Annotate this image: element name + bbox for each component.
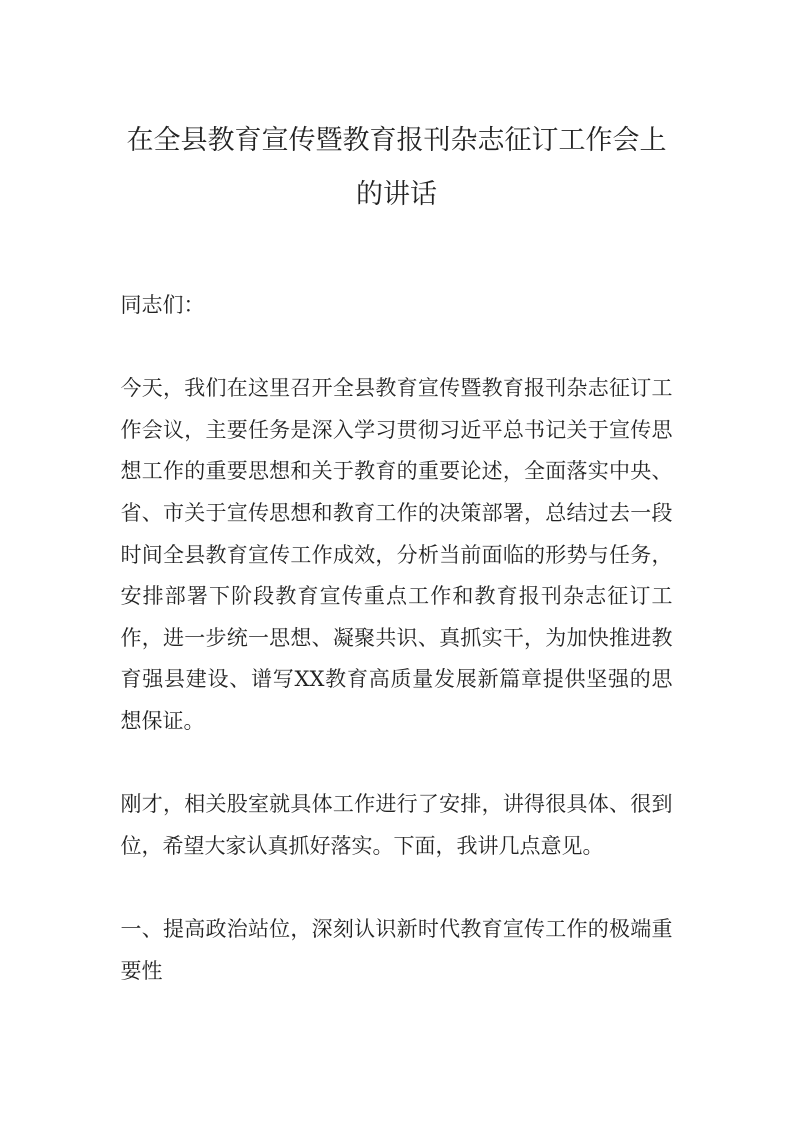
section-heading-1: 一、提高政治站位，深刻认识新时代教育宣传工作的极端重要性 xyxy=(120,916,673,983)
document-body xyxy=(121,222,673,992)
opening-paragraph: 今天，我们在这里召开全县教育宣传暨教育报刊杂志征订工作会议，主要任务是深入学习贯彻习近平总书记关于宣传思想工作的重要思想和关于教育的重要论述，全面落实中央、省、市关于宣传思想和教育工作的决策部署，总结过去一段时间全县教育宣传工作成效，分析当前面临的形势与任务，安排部署下阶段教育宣传重点工作和教育报刊杂志征订工作，进一步统一思想、凝聚共识、真抓实干，为加快推进教育强县建设、谱写XX教育高质量发展新篇章提供坚强的思想保证。 xyxy=(120,376,673,733)
document-content xyxy=(121,0,673,992)
transition-paragraph: 刚才，相关股室就具体工作进行了安排，讲得很具体、很到位，希望大家认真抓好落实。下面，我讲几点意见。 xyxy=(120,792,673,858)
salutation-paragraph: 同志们： xyxy=(120,293,205,317)
document-title: 在全县教育宣传暨教育报刊杂志征订工作会上的讲话 xyxy=(126,125,667,210)
